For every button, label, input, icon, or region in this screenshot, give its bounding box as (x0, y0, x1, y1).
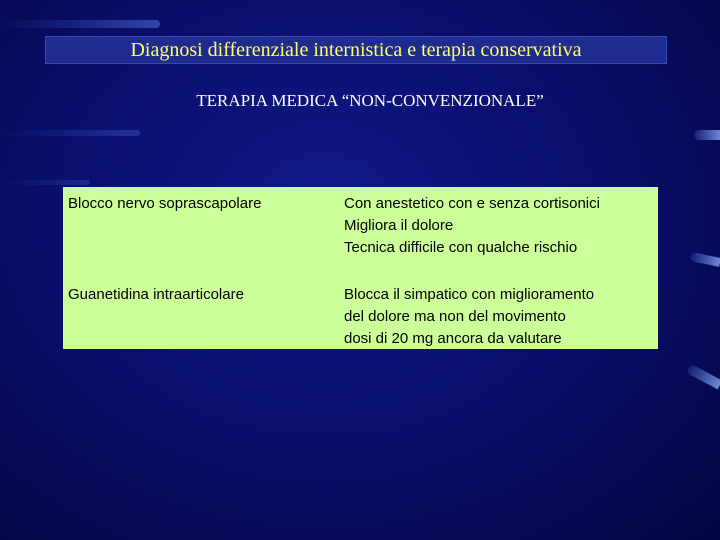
therapy-table (63, 187, 658, 349)
decorative-streak (0, 180, 90, 185)
slide-subtitle: TERAPIA MEDICA “NON-CONVENZIONALE” (196, 91, 544, 110)
decorative-edge-mark (686, 364, 720, 390)
description-line: Tecnica difficile con qualche rischio (344, 239, 578, 256)
therapy-name: Guanetidina intraarticolare (68, 286, 244, 303)
decorative-streak (0, 20, 160, 28)
description-line: Migliora il dolore (344, 217, 454, 234)
decorative-edge-mark (690, 252, 720, 267)
slide-title-bar (45, 36, 667, 64)
description-line: del dolore ma non del movimento (344, 308, 566, 325)
description-line: dosi di 20 mg ancora da valutare (344, 330, 562, 347)
slide-title: Diagnosi differenziale internistica e terapia conservativa (130, 38, 582, 61)
description-line: Con anestetico con e senza cortisonici (344, 195, 600, 212)
therapy-name: Blocco nervo soprascapolare (68, 195, 262, 212)
therapy-description (344, 193, 654, 259)
description-line: Blocca il simpatico con miglioramento (344, 286, 595, 303)
decorative-streak (0, 130, 140, 136)
decorative-edge-mark (694, 130, 720, 140)
therapy-description (344, 284, 654, 350)
